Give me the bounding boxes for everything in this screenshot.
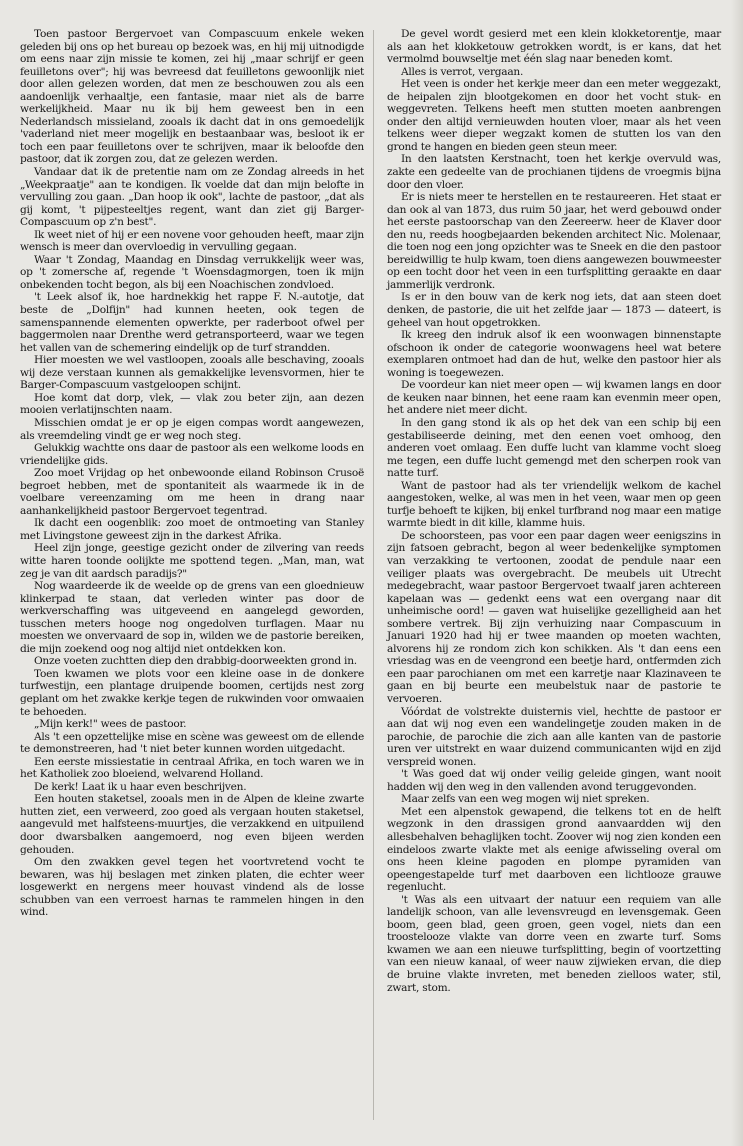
article-paragraph: Waar 't Zondag, Maandag en Dinsdag verrukkelijk weer was, op 't zomersche af, regende 't Woensdagmorgen, toen ik mijn onbekenden tocht begon, als bij een Noachischen zondvloed.: [20, 253, 364, 291]
article-paragraph: Toen pastoor Bergervoet van Compascuum enkele weken geleden bij ons op het bureau op bezoek was, en hij mij uitnodigde om eens naar zijn missie te komen, zei hij „maar schrijf er geen feuilletons over"; hij was bevreesd dat feuilletons gewoonlijk niet door allen gelezen worden, dat men ze beschouwen zou als een aandoenlijk verhaaltje, een fantasie, maar niet als de barre werkelijkheid. Maar nu ik bij hem geweest ben in een Nederlandsch missieland, zooals ik dacht dat in ons gemoedelijk 'vaderland niet meer mogelijk en bestaanbaar was, besloot ik er toch een paar feuilletons over te schrijven, maar ik beloofde den pastoor, dat ik zorgen zou, dat ze gelezen werden.: [20, 28, 364, 166]
article-paragraph: Gelukkig wachtte ons daar de pastoor als een welkome loods en vriendelijke gids.: [20, 442, 364, 467]
article-paragraph: 't Leek alsof ik, hoe hardnekkig het rappe F. N.-autotje, dat beste de „Dolfijn" had kunnen heeten, ook tegen de samenspannende elementen opwerkte, per raderboot ofwel per baggermolen naar Drenthe werd getransporteerd, waar we tegen het vallen van de schemering eindelijk op de turf strandden.: [20, 291, 364, 354]
page-edge-shadow: [731, 0, 743, 1146]
article-paragraph: De schoorsteen, pas voor een paar dagen weer eenigszins in zijn fatsoen gebracht, begon al weer bedenkelijke symptomen van verzakking te vertoonen, zoodat de pendule naar een veiliger plaats was overgebracht. De meubels uit Utrecht medegebracht, waar pastoor Bergervoet twaalf jaren achtereen kapelaan was — gedenkt eens wat een overgang naar dit unheimische oord! — gaven wat huiselijke gezelligheid aan het sombere vertrek. Bij zijn verhuizing naar Compascuum in Januari 1920 had hij er twee maanden op moeten wachten, alvorens hij ze rondom zich kon schikken. Als 't dan eens een vriesdag was en de veengrond een beetje hard, ontfermden zich een paar parochianen om met een karretje naar Klazinaveen te gaan en bij beurte een meubelstuk naar de pastorie te vervoeren.: [387, 529, 721, 705]
article-paragraph: Hoe komt dat dorp, vlek, — vlak zou beter zijn, aan dezen mooien verlatijnschten naam.: [20, 391, 364, 417]
article-paragraph: Een eerste missiestatie in centraal Afrika, en toch waren we in het Katholiek zoo bloeiend, welvarend Holland.: [20, 755, 364, 781]
article-paragraph: Een houten staketsel, zooals men in de Alpen de kleine zwarte hutten ziet, een verweerd, zoo goed als vergaan houten staketsel, aangevuld met halfsteens-muurtjes, die verzakkend en uitpuilend door dwarsbalken aangemoerd, nog even bijeen werden gehouden.: [20, 793, 364, 856]
article-paragraph: Zoo moet Vrijdag op het onbewoonde eiland Robinson Crusoë begroet hebben, met de spontaniteit als waarmede ik in de voelbare verеenzaming om me heen in drang naar aanhankelijkheid pastoor Bergervoet tegentrad.: [20, 467, 364, 517]
article-paragraph: Er is niets meer te herstellen en te restaureeren. Het staat er dan ook al van 1873, dus ruim 50 jaar, het werd gebouwd onder het eerste pastoorschap van den Zeereerw. heer de Klaver door den nu, reeds hoogbejaarden bekenden architect Nic. Molenaar, die toen nog een jong opzichter was te Sneek en die den pastoor bereidwillig te hulp kwam, toen diens aangewezen bouwmeester op een tocht door het veen in een turfsplitting geraakte en daar jammerlijk verdronk.: [387, 191, 721, 291]
article-paragraph: „Mijn kerk!" wees de pastoor.: [34, 718, 187, 731]
article-paragraph: Als 't een opzettelijke mise en scène was geweest om de ellende te demonstreeren, had 't niet beter kunnen worden uitgedacht.: [20, 730, 364, 756]
article-paragraph: 't Was goed dat wij onder veilig geleide gingen, want nooit hadden wij den weg in den vallenden avond teruggevonden.: [387, 768, 721, 793]
article-paragraph: In den laatsten Kerstnacht, toen het kerkje overvuld was, zakte een gedeelte van de prochianen tijdens de vroegmis bijna door den vloer.: [387, 153, 721, 191]
article-paragraph: Ik weet niet of hij er een novene voor gehouden heeft, maar zijn wensch is meer dan overvloedig in vervulling gegaan.: [20, 228, 364, 254]
article-paragraph: Hier moesten we wel vastloopen, zooals alle beschaving, zooals wij deze verstaan kunnen als gemakkelijke levensvormen, hier te Barger-Compascuum vastgeloopen schijnt.: [20, 354, 364, 392]
article-paragraph: Vóórdat de volstrekte duisternis viel, hechtte de pastoor er aan dat wij nog even een wandelingetje zouden maken in de parochie, de parochie die zich aan alle kanten van de pastorie uren ver uitstrekt en waar duizend communicanten wijd en zijd verspreid wonen.: [387, 705, 721, 768]
article-paragraph: Nog waardeerde ik de weelde op de grens van een gloednieuw klinkerpad te staan, dat verleden winter pas door de werkverschaffing was uitgeveend en aangelegd geworden, tusschen meters hooge nog ongedolven turflagen. Maar nu moesten we onvervaard de sop in, wilden we de pastorie bereiken, die mijn zoekend oog nog altijd niet ontdekken kon.: [20, 580, 364, 655]
article-paragraph: Vandaar dat ik de pretentie nam om ze Zondag alreeds in het „Weekpraatje" aan te kondigen. Ik voelde dat dan mijn belofte in vervulling zou gaan. „Dan hoop ik ook", lachte de pastoor, „dat als gij komt, 't pijpesteeltjes regent, want dan ziet gij Barger-Compascuum op z'n best".: [20, 166, 364, 229]
article-paragraph: Ik kreeg den indruk alsof ik een woonwagen binnenstapte ofschoon ik onder de categorie woonwagens heel wat betere exemplaren ontmoet had dan de hut, welke den pastoor hier als woning is toegewezen.: [387, 329, 721, 379]
article-paragraph: Is er in den bouw van de kerk nog iets, dat aan steen doet denken, de pastorie, die uit het zelfde jaar — 1873 — dateert, is geheel van hout opgetrokken.: [387, 291, 721, 329]
article-paragraph: Om den zwakken gevel tegen het voortvretend vocht te bewaren, was hij beslagen met zinken platen, die echter weer losgewerkt en nergens meer houvast vindend als de losse schubben van een verroest harnas te rammelen hingen in den wind.: [20, 856, 364, 919]
article-paragraph: Het veen is onder het kerkje meer dan een meter weggezakt, de heipalen zijn blootgekomen en door het vocht stuk- en weggevreten. Telkens heeft men stutten moeten aanbrengen onder den altijd vernieuwden houten vloer, maar als het veen telkens weer dieper wegzakt komen de stutten los van den grond te hangen en bieden geen steun meer.: [387, 78, 721, 153]
article-paragraph: Onze voeten zuchtten diep den drabbig-doorweekten grond in.: [34, 655, 357, 668]
article-paragraph: De kerk! Laat ik u haar even beschrijven.: [34, 780, 247, 793]
column-divider: [373, 30, 374, 1120]
article-paragraph: Toen kwamen we plots voor een kleine oase in de donkere turfwestijn, een plantage druipende boomen, certijds nest zorg geplant om het zwakke kerkje tegen de rukwinden voor omwaaien te behoeden.: [20, 667, 364, 718]
article-paragraph: Alles is verrot, vergaan.: [401, 65, 524, 78]
article-paragraph: 't Was als een uitvaart der natuur een requiem van alle landelijk schoon, van alle levensvreugd en levensgemak. Geen boom, geen blad, geen groen, geen vogel, niets dan een troostelooze vlakte van dorre veen en zwarte turf. Soms kwamen we aan een nieuwe turfsplitting, begin of voortzetting van een nieuw kanaal, of weer nauw zijwieken ervan, die diep de bruine vlakte invreten, met beneden zielloos water, stil, zwart, stom.: [387, 893, 721, 994]
article-paragraph: De gevel wordt gesierd met een klein klokketorentje, maar als aan het klokketouw getrokken wordt, is er kans, dat het vermolmd bouwseltje met één slag naar beneden komt.: [387, 28, 721, 66]
article-paragraph: De voordeur kan niet meer open — wij kwamen langs en door de keuken naar binnen, het eene raam kan evenmin meer open, het andere niet meer dicht.: [387, 379, 721, 417]
article-paragraph: Misschien omdat je er op je eigen compas wordt aangewezen, als vreemdeling vindt ge er weg noch steg.: [20, 416, 364, 442]
article-paragraph: Met een alpenstok gewapend, die telkens tot en de helft wegzonk in den drassigen grond aanvaardden wij den allesbehalven behaglijken tocht. Zoover wij nog zien konden een eindeloos zwarte vlakte met als eenige afwisseling overal om ons heen kleine pagoden en plompe pyramiden van opeengestapelde turf met daarboven een lichtlooze grauwe regenlucht.: [387, 805, 721, 894]
article-paragraph: In den gang stond ik als op het dek van een schip bij een gestabiliseerde deining, met den eenen voet omhoog, den anderen voet omlaag. Een duffe lucht van klamme vocht sloeg me tegen, een duffe lucht gemengd met den scherpen rook van natte turf.: [387, 416, 721, 480]
article-paragraph: Want de pastoor had als ter vriendelijk welkom de kachel aangestoken, welke, al was men in het veen, waar men op geen turfje behoeft te kijken, bij enkel turfbrand nog maar een matige warmte biedt in dit kille, klamme huis.: [387, 479, 721, 530]
left-column: [20, 28, 364, 919]
article-paragraph: Heel zijn jonge, geestige gezicht onder de zilvering van reeds witte haren toonde oolijkte me spottend tegen. „Man, man, wat zeg je van dit aardsch paradijs?": [20, 542, 364, 580]
article-paragraph: Ik dacht een oogenblik: zoo moet de ontmoeting van Stanley met Livingstone geweest zijn in the darkest Afrika.: [20, 517, 364, 542]
right-column: [387, 28, 721, 994]
article-paragraph: Maar zelfs van een weg mogen wij niet spreken.: [401, 793, 650, 806]
